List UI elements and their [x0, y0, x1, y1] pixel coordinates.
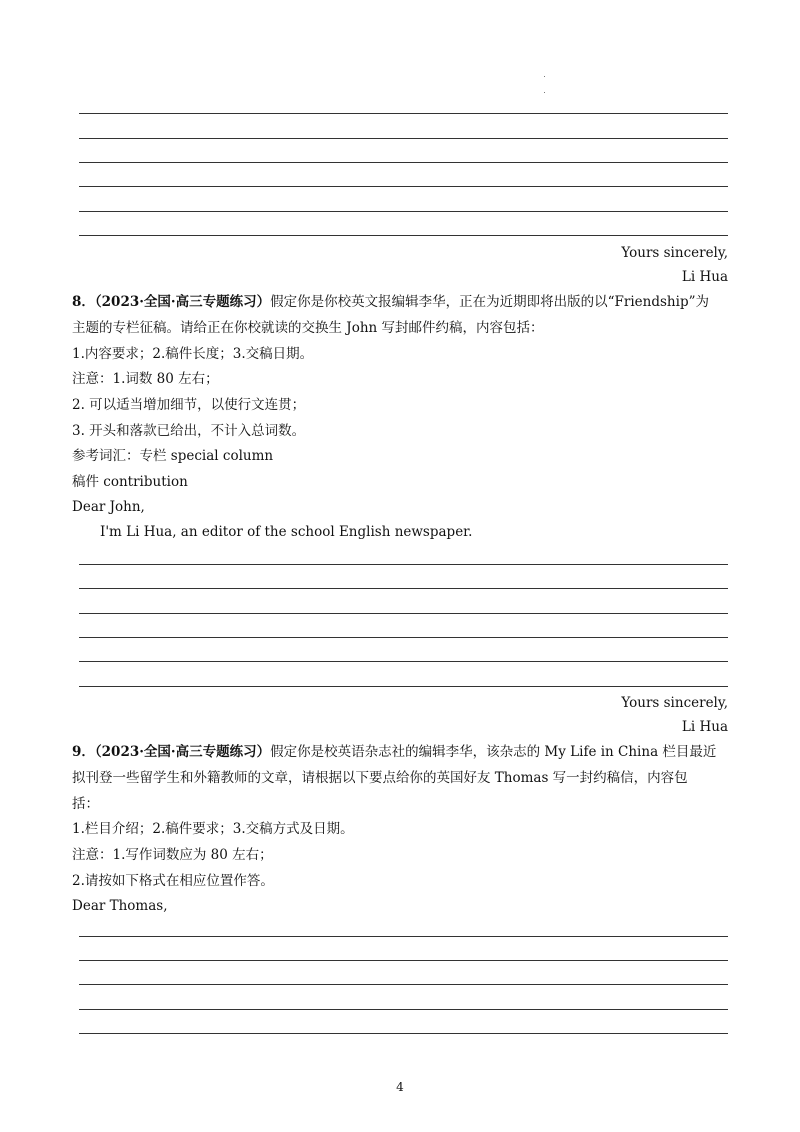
salutation: Dear Thomas,	[72, 898, 168, 914]
note: 2. 可以适当增加细节，以使行文连贯；	[72, 397, 306, 413]
note: 3. 开头和落款已给出，不计入总词数。	[72, 423, 306, 439]
writing-line	[79, 984, 728, 985]
prompt-text: 括：	[72, 796, 99, 812]
prompt-text: 假定你是你校英文报编辑李华，正在为近期即将出版的以“Friendship”为	[270, 294, 709, 310]
writing-line	[79, 588, 728, 589]
scan-dot	[544, 92, 545, 93]
writing-line	[79, 686, 728, 687]
question-source: （2023·全国·高三专题练习）	[94, 294, 271, 310]
prompt-text: 主题的专栏征稿。请给正在你校就读的交换生 John 写封邮件约稿，内容包括：	[72, 320, 544, 336]
question-number: 9．	[72, 744, 95, 760]
prompt-text: 拟刊登一些留学生和外籍教师的文章，请根据以下要点给你的英国好友 Thomas 写一封约稿信，内容包	[72, 770, 688, 786]
question-9-header	[72, 743, 716, 761]
note: 注意：1.词数 80 左右；	[72, 371, 219, 387]
vocabulary: 参考词汇：专栏 special column	[72, 448, 274, 464]
question-source: （2023·全国·高三专题练习）	[94, 744, 271, 760]
note: 注意：1.写作词数应为 80 左右；	[72, 847, 273, 863]
writing-line	[79, 113, 728, 114]
closing: Yours sincerely,	[621, 695, 728, 711]
requirements: 1.栏目介绍；2.稿件要求；3.交稿方式及日期。	[72, 821, 354, 837]
salutation: Dear John,	[72, 499, 145, 515]
writing-line	[79, 186, 728, 187]
writing-line	[79, 1033, 728, 1034]
writing-line	[79, 960, 728, 961]
letter-opening: I'm Li Hua, an editor of the school English newspaper.	[100, 524, 473, 540]
note: 2.请按如下格式在相应位置作答。	[72, 873, 274, 889]
vocabulary: 稿件 contribution	[72, 474, 188, 490]
writing-line	[79, 1009, 728, 1010]
writing-line	[79, 564, 728, 565]
writing-line	[79, 637, 728, 638]
prompt-text: 假定你是校英语杂志社的编辑李华，该杂志的 My Life in China 栏目最近	[270, 744, 717, 760]
writing-line	[79, 936, 728, 937]
writing-line	[79, 138, 728, 139]
writing-line	[79, 661, 728, 662]
writing-line	[79, 235, 728, 236]
scan-dot	[544, 76, 545, 77]
signature: Li Hua	[681, 719, 728, 735]
closing: Yours sincerely,	[621, 245, 728, 261]
requirements: 1.内容要求；2.稿件长度；3.交稿日期。	[72, 346, 314, 362]
writing-line	[79, 613, 728, 614]
question-number: 8．	[72, 294, 95, 310]
writing-line	[79, 211, 728, 212]
question-8-header	[72, 293, 709, 311]
writing-line	[79, 162, 728, 163]
signature: Li Hua	[681, 269, 728, 285]
page-number: 4	[396, 1080, 404, 1094]
